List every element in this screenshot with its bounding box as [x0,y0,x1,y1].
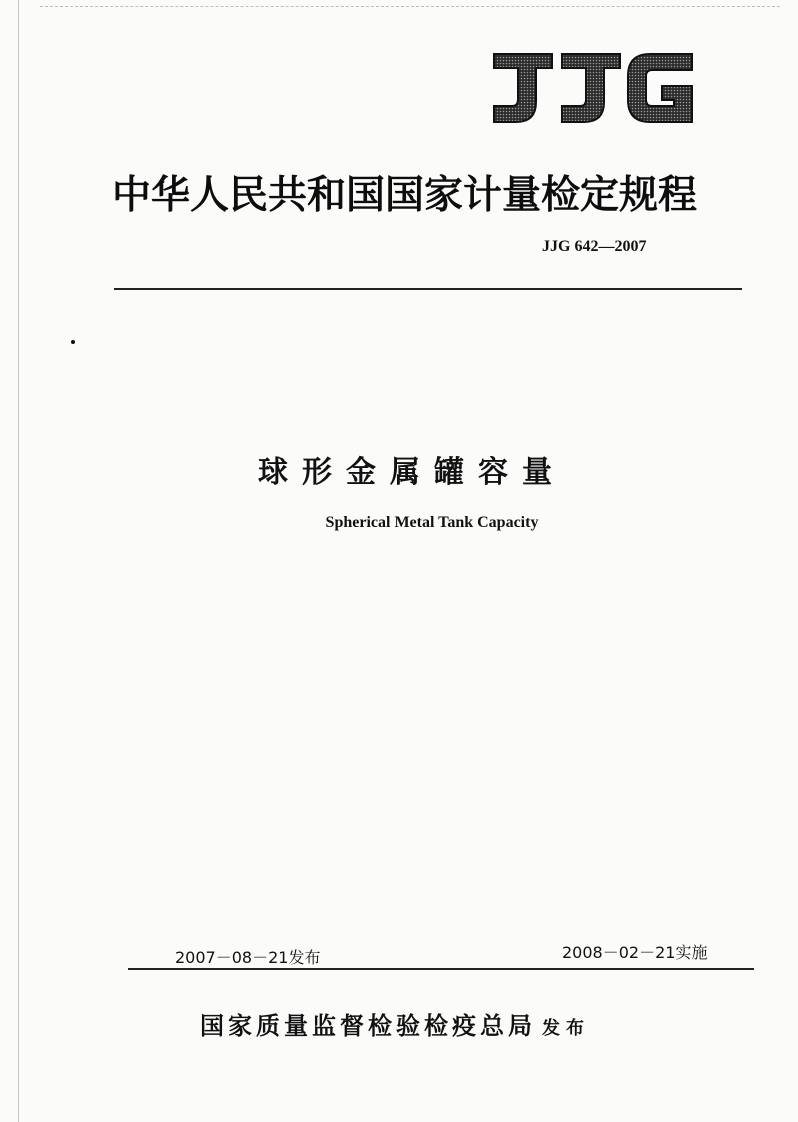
jjg-logo [490,50,696,126]
header-divider [114,288,742,290]
scan-edge [18,0,19,1122]
scan-noise [40,6,780,9]
series-title: 中华人民共和国国家计量检定规程 [112,173,698,218]
issue-date: 2007－08－21发布 [175,948,321,967]
footer-divider [128,968,754,970]
standard-number: JJG 642—2007 [542,238,647,255]
publisher-name: 国家质量监督检验检疫总局 [200,1011,536,1040]
publisher [200,1006,590,1041]
publisher-verb: 发布 [542,1018,590,1039]
document-title-english: Spherical Metal Tank Capacity [325,514,539,531]
document-title: 球形金属罐容量 [258,455,566,490]
implementation-date: 2008－02－21实施 [562,943,708,962]
scan-speck [71,340,75,344]
